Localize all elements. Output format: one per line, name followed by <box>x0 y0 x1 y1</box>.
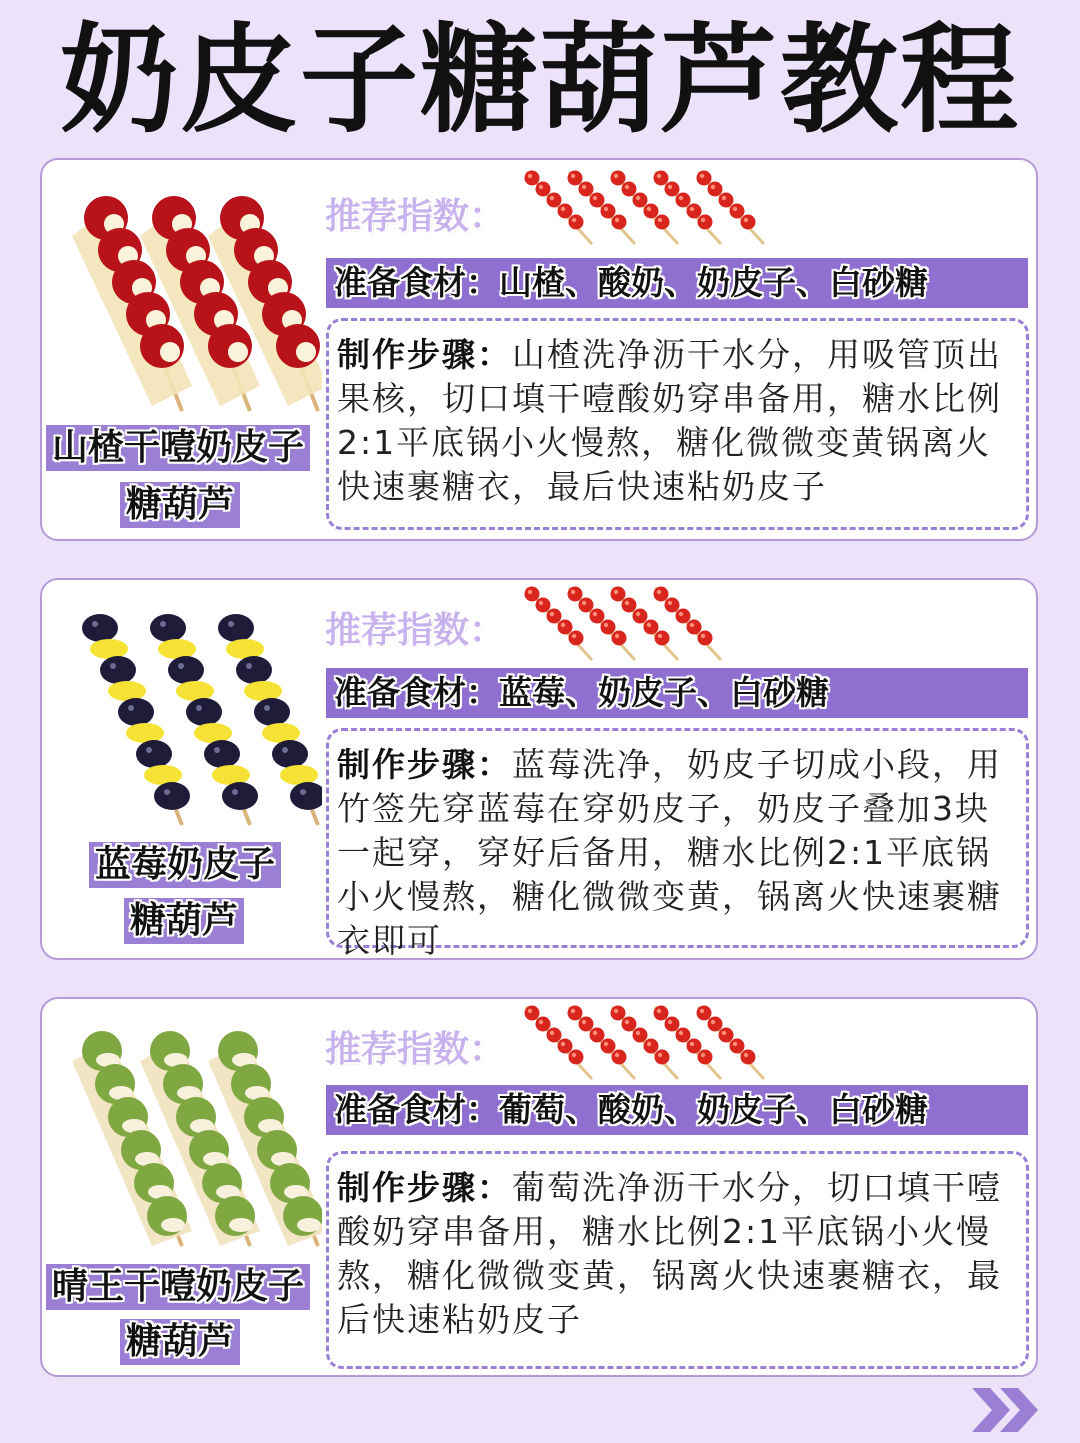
rating-skewer-icon <box>697 1006 765 1080</box>
recipe-name-line1: 山楂干噎奶皮子 <box>46 425 310 471</box>
recipe-name-line2: 糖葫芦 <box>120 1319 240 1365</box>
steps-label: 制作步骤： <box>337 745 512 784</box>
ingredients-text: 葡萄、酸奶、奶皮子、白砂糖 <box>499 1090 928 1129</box>
steps-box <box>326 318 1029 530</box>
rating-skewer-icon <box>611 171 679 245</box>
rating-skewer-icon <box>568 587 636 661</box>
rating-skewers-icon <box>522 584 802 666</box>
recipe-name-line1: 蓝莓奶皮子 <box>89 842 281 888</box>
rating-skewer-icon <box>654 171 722 245</box>
ingredients-bar: 准备食材：山楂、酸奶、奶皮子、白砂糖 <box>326 258 1028 308</box>
ingredients-bar: 准备食材：葡萄、酸奶、奶皮子、白砂糖 <box>326 1085 1028 1135</box>
hawthorn-skewer-photo <box>52 188 322 418</box>
rating-label: 推荐指数： <box>325 196 506 237</box>
recipe-card-hawthorn <box>40 158 1038 541</box>
recipe-name-line2: 糖葫芦 <box>120 482 240 528</box>
steps-box <box>326 1151 1029 1369</box>
rating-skewer-icon <box>654 587 722 661</box>
ingredients-text: 山楂、酸奶、奶皮子、白砂糖 <box>499 263 928 302</box>
rating-label: 推荐指数： <box>325 1029 506 1070</box>
recipe-name-line2: 糖葫芦 <box>124 898 244 944</box>
rating-skewer-icon <box>568 171 636 245</box>
steps-text: 葡萄洗净沥干水分，切口填干噎酸奶穿串备用，糖水比例2:1平底锅小火慢熬，糖化微微变黄，锅离火快速裹糖衣，最后快速粘奶皮子 <box>337 1168 1002 1339</box>
steps-label: 制作步骤： <box>337 335 512 374</box>
rating-skewer-icon <box>568 1006 636 1080</box>
page-title: 奶皮子糖葫芦教程 <box>59 11 1020 149</box>
rating-skewer-icon <box>611 587 679 661</box>
ingredients-text: 蓝莓、奶皮子、白砂糖 <box>499 673 829 712</box>
rating-skewer-icon <box>697 171 765 245</box>
rating-skewers-icon <box>522 1003 802 1085</box>
rating-skewers-icon <box>522 168 802 250</box>
steps-label: 制作步骤： <box>337 1168 512 1207</box>
ingredients-bar: 准备食材：蓝莓、奶皮子、白砂糖 <box>326 668 1028 718</box>
rating-skewer-icon <box>654 1006 722 1080</box>
steps-text: 蓝莓洗净，奶皮子切成小段，用竹签先穿蓝莓在穿奶皮子，奶皮子叠加3块一起穿，穿好后备用，糖水比例2:1平底锅小火慢熬，糖化微微变黄，锅离火快速裹糖衣即可 <box>337 745 1002 960</box>
rating-skewer-icon <box>525 1006 593 1080</box>
rating-label: 推荐指数： <box>325 610 506 651</box>
recipe-card-grape <box>40 997 1038 1377</box>
rating-skewer-icon <box>611 1006 679 1080</box>
rating-skewer-icon <box>525 171 593 245</box>
next-page-icon[interactable] <box>972 1388 1042 1432</box>
steps-text: 山楂洗净沥干水分，用吸管顶出果核，切口填干噎酸奶穿串备用，糖水比例2:1平底锅小火慢熬，糖化微微变黄锅离火快速裹糖衣，最后快速粘奶皮子 <box>337 335 1002 506</box>
recipe-name-line1: 晴王干噎奶皮子 <box>46 1264 310 1310</box>
recipe-card-blueberry <box>40 578 1038 960</box>
steps-box <box>326 728 1029 960</box>
blueberry-skewer-photo <box>52 602 322 832</box>
rating-skewer-icon <box>525 587 593 661</box>
grape-skewer-photo <box>52 1023 322 1253</box>
